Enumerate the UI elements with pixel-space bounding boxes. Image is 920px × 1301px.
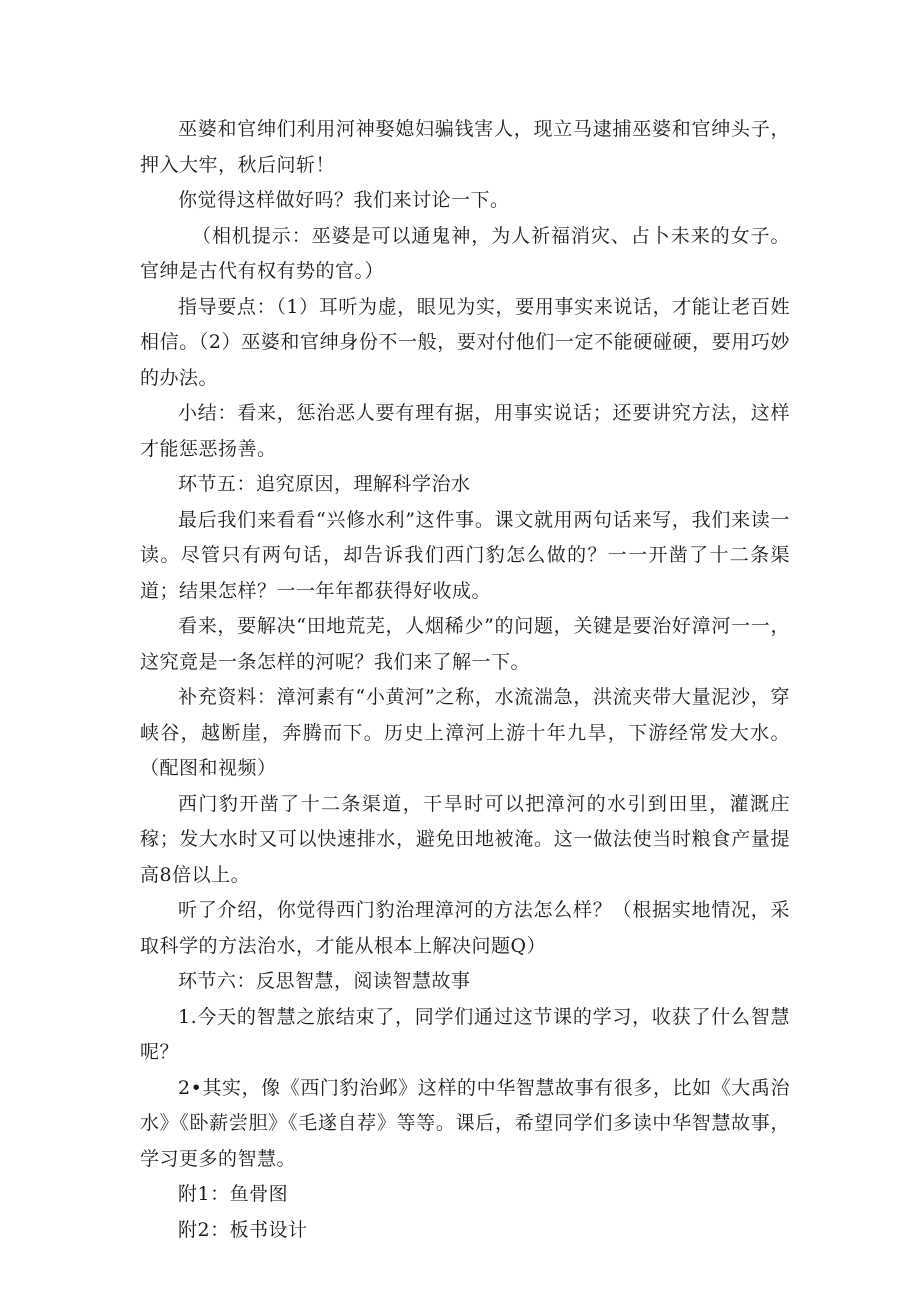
paragraph-method-question: 听了介绍，你觉得西门豹治理漳河的方法怎么样？（根据实地情况，采取科学的方法治水，才能从根本上解决问题Q） — [140, 899, 790, 957]
paragraph-discussion-question: 你觉得这样做好吗？我们来讨论一下。 — [178, 189, 510, 211]
appendix-2: 附2：板书设计 — [178, 1218, 308, 1241]
paragraph-supplementary-material: 补充资料：漳河素有“小黄河”之称，水流湍急，洪流夹带大量泥沙，穿峡谷，越断崖，奔腾而下。历史上漳河上游十年九旱，下游经常发大水。（配图和视频） — [140, 686, 790, 779]
document-body — [140, 112, 790, 1248]
paragraph-hint: （相机提示：巫婆是可以通鬼神，为人祈福消灾、占卜未来的女子。官绅是古代有权有势的官。） — [140, 224, 790, 282]
section-heading-five: 环节五：追究原因，理解科学治水 — [178, 473, 471, 495]
paragraph-zhang-river: 看来，要解决“田地荒芜，人烟稀少”的问题，关键是要治好漳河一一，这究竟是一条怎样的河呢？我们来了解一下。 — [140, 615, 790, 673]
paragraph-canals: 西门豹开凿了十二条渠道，干旱时可以把漳河的水引到田里，灌溉庄稼；发大水时又可以快速排水，避免田地被淹。这一做法使当时粮食产量提高8倍以上。 — [140, 792, 790, 886]
paragraph-guidance-points: 指导要点：（1）耳听为虚，眼见为实，要用事实来说话，才能让老百姓相信。（2）巫婆和官绅身份不一般，要对付他们一定不能硬碰硬，要用巧妙的办法。 — [140, 295, 790, 389]
paragraph-arrest-order: 巫婆和官绅们利用河神娶媳妇骗钱害人，现立马逮捕巫婆和官绅头子，押入大牢，秋后问斩！ — [140, 118, 790, 176]
paragraph-summary: 小结：看来，惩治恶人要有理有据，用事实说话；还要讲究方法，这样才能惩恶扬善。 — [140, 402, 790, 460]
section-heading-six: 环节六：反思智慧，阅读智慧故事 — [178, 970, 471, 992]
list-item-2: 2•其实，像《西门豹治邺》这样的中华智慧故事有很多，比如《大禹治水》《卧薪尝胆》《毛遂自荐》等等。课后，希望同学们多读中华智慧故事，学习更多的智慧。 — [140, 1076, 790, 1170]
appendix-1: 附1：鱼骨图 — [178, 1183, 289, 1205]
list-item-1: 1.今天的智慧之旅结束了，同学们通过这节课的学习，收获了什么智慧呢？ — [140, 1005, 790, 1063]
paragraph-irrigation: 最后我们来看看“兴修水利”这件事。课文就用两句话来写，我们来读一读。尽管只有两句话，却告诉我们西门豹怎么做的？一一开凿了十二条渠道；结果怎样？一一年年都获得好收成。 — [140, 508, 790, 602]
